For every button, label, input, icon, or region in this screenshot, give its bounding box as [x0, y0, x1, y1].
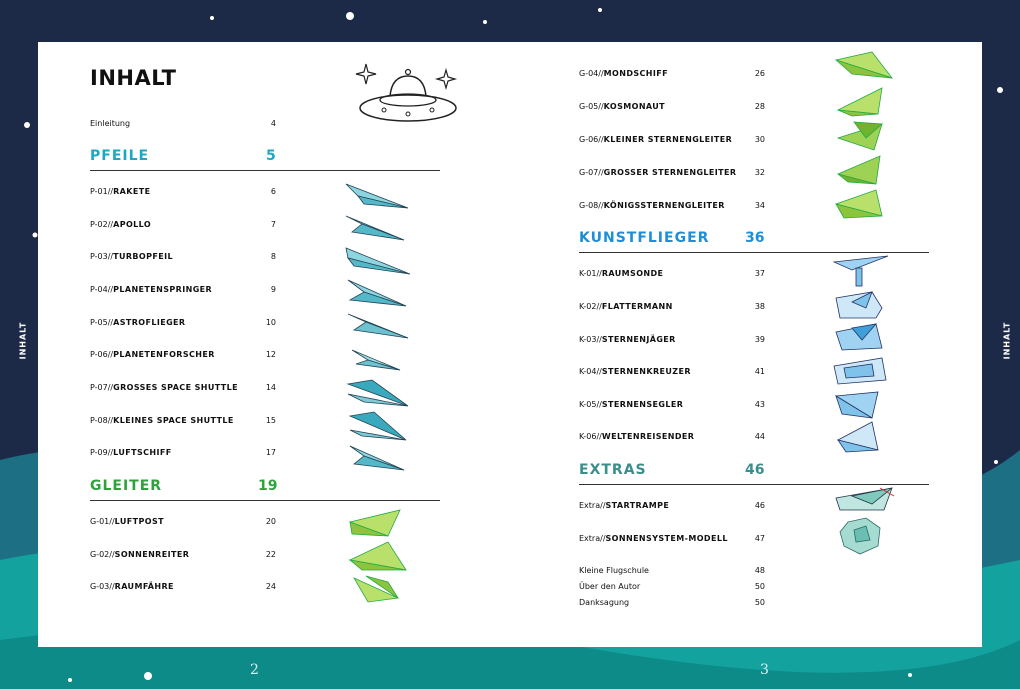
toc-row[interactable]: [579, 133, 765, 149]
toc-name: KLEINES SPACE SHUTTLE: [113, 416, 234, 425]
toc-name: MONDSCHIFF: [603, 69, 668, 78]
toc-code: Extra//: [579, 501, 606, 510]
toc-name: RAKETE: [113, 187, 151, 196]
toc-page: 50: [754, 598, 765, 607]
toc-code: K-06//: [579, 432, 602, 441]
paper-plane-icon: [344, 440, 410, 474]
toc-page: 30: [754, 135, 765, 144]
toc-code: G-06//: [579, 135, 604, 144]
toc-label: Kleine Flugschule: [579, 566, 649, 575]
toc-row[interactable]: [90, 316, 276, 332]
toc-name: STERNENKREUZER: [601, 367, 691, 376]
toc-row[interactable]: [579, 430, 765, 446]
toc-name: RAUMSONDE: [601, 269, 664, 278]
glider-icon: [348, 572, 414, 606]
toc-page: 22: [265, 550, 276, 559]
paper-plane-icon: [344, 342, 410, 376]
toc-row[interactable]: [579, 267, 765, 283]
toc-code: K-05//: [579, 400, 602, 409]
glider-icon: [832, 186, 898, 220]
toc-code: G-08//: [579, 201, 604, 210]
toc-page: 34: [754, 201, 765, 210]
toc-code: K-01//: [579, 269, 602, 278]
launch-ramp-icon: [832, 482, 898, 516]
stunt-plane-icon: [832, 288, 898, 322]
toc-name: TURBOPFEIL: [113, 252, 173, 261]
toc-name: KÖNIGSSTERNENGLEITER: [603, 201, 725, 210]
toc-label: Über den Autor: [579, 582, 641, 591]
toc-name: LUFTSCHIFF: [113, 448, 172, 457]
toc-code: P-05//: [90, 318, 114, 327]
toc-code: G-05//: [579, 102, 604, 111]
toc-name: KLEINER STERNENGLEITER: [603, 135, 733, 144]
paper-plane-icon: [344, 244, 410, 278]
paper-plane-icon: [344, 408, 410, 442]
toc-row[interactable]: [90, 414, 276, 430]
toc-name: STERNENJÄGER: [601, 335, 676, 344]
toc-page: 50: [754, 582, 765, 591]
toc-row[interactable]: [579, 333, 765, 349]
toc-name: STERNENSEGLER: [601, 400, 684, 409]
ufo-icon: [354, 60, 458, 132]
toc-code: K-04//: [579, 367, 602, 376]
toc-page: 20: [265, 517, 276, 526]
left-side-tab: INHALT: [18, 321, 28, 360]
toc-page: 32: [754, 168, 765, 177]
stunt-plane-icon: [832, 320, 898, 354]
toc-row[interactable]: [579, 67, 765, 83]
paper-plane-icon: [344, 210, 410, 244]
toc-row[interactable]: [579, 532, 765, 548]
toc-code: P-08//: [90, 416, 114, 425]
toc-page: 9: [270, 285, 276, 294]
right-side-tab: INHALT: [1002, 321, 1012, 360]
toc-row-intro[interactable]: [90, 117, 276, 133]
toc-name: SONNENSYSTEM-MODELL: [605, 534, 728, 543]
toc-row[interactable]: [90, 250, 276, 266]
toc-page: 15: [265, 416, 276, 425]
toc-row[interactable]: [579, 365, 765, 381]
toc-row-appendix[interactable]: [579, 580, 765, 596]
toc-name: STARTRAMPE: [605, 501, 670, 510]
toc-row[interactable]: [90, 381, 276, 397]
section-page: 46: [745, 462, 765, 478]
toc-name: FLATTERMANN: [601, 302, 673, 311]
toc-row[interactable]: [579, 499, 765, 515]
toc-row[interactable]: [90, 580, 276, 596]
stunt-plane-icon: [832, 254, 898, 288]
toc-page: 12: [265, 350, 276, 359]
toc-row[interactable]: [579, 199, 765, 215]
toc-page: 46: [754, 501, 765, 510]
section-gleiter[interactable]: [90, 478, 440, 501]
toc-page: 8: [270, 252, 276, 261]
glider-icon: [832, 152, 898, 186]
toc-row[interactable]: [579, 398, 765, 414]
glider-icon: [832, 118, 898, 152]
toc-page: 47: [754, 534, 765, 543]
toc-code: G-02//: [90, 550, 115, 559]
solar-system-model-icon: [836, 516, 886, 556]
glider-icon: [832, 84, 898, 118]
section-title: KUNSTFLIEGER: [579, 230, 710, 246]
toc-page: 26: [754, 69, 765, 78]
section-kunstflieger[interactable]: [579, 230, 929, 253]
paper-plane-icon: [344, 276, 410, 310]
toc-page: 6: [270, 187, 276, 196]
toc-name: WELTENREISENDER: [601, 432, 695, 441]
toc-row[interactable]: [90, 218, 276, 234]
toc-page: 28: [754, 102, 765, 111]
stunt-plane-icon: [832, 354, 898, 388]
toc-name: SONNENREITER: [114, 550, 190, 559]
toc-row[interactable]: [90, 548, 276, 564]
page-title: INHALT: [90, 66, 177, 90]
left-page: [38, 42, 482, 647]
left-page-number: 2: [250, 662, 259, 678]
section-title: PFEILE: [90, 148, 150, 164]
section-title: GLEITER: [90, 478, 163, 494]
glider-icon: [348, 508, 414, 542]
toc-page: 39: [754, 335, 765, 344]
toc-page: 48: [754, 566, 765, 575]
toc-code: G-01//: [90, 517, 115, 526]
section-title: EXTRAS: [579, 462, 647, 478]
toc-name: RAUMFÄHRE: [114, 582, 174, 591]
toc-code: G-04//: [579, 69, 604, 78]
stunt-plane-icon: [832, 420, 898, 454]
toc-row[interactable]: [579, 300, 765, 316]
toc-row[interactable]: [90, 185, 276, 201]
toc-page: 7: [270, 220, 276, 229]
section-pfeile[interactable]: [90, 148, 440, 171]
toc-row[interactable]: [90, 446, 276, 462]
glider-icon: [348, 540, 414, 574]
toc-name: ASTROFLIEGER: [113, 318, 186, 327]
toc-name: KOSMONAUT: [603, 102, 666, 111]
toc-row-appendix[interactable]: [579, 564, 765, 580]
toc-page: 4: [270, 119, 276, 128]
right-page-number: 3: [760, 662, 769, 678]
toc-page: 24: [265, 582, 276, 591]
toc-code: P-09//: [90, 448, 114, 457]
toc-code: Extra//: [579, 534, 606, 543]
toc-label: Danksagung: [579, 598, 630, 607]
glider-icon: [832, 50, 898, 84]
right-page: [482, 42, 982, 647]
toc-code: G-03//: [90, 582, 115, 591]
toc-name: APOLLO: [113, 220, 152, 229]
paper-plane-icon: [344, 374, 410, 408]
section-page: 5: [266, 148, 276, 164]
toc-label: Einleitung: [90, 119, 131, 128]
toc-code: K-02//: [579, 302, 602, 311]
toc-row[interactable]: [579, 166, 765, 182]
section-page: 19: [258, 478, 278, 494]
toc-row[interactable]: [90, 348, 276, 364]
toc-name: PLANETENFORSCHER: [113, 350, 215, 359]
paper-plane-icon: [344, 308, 410, 342]
toc-row[interactable]: [90, 515, 276, 531]
toc-code: P-02//: [90, 220, 114, 229]
toc-code: P-03//: [90, 252, 114, 261]
toc-page: 17: [265, 448, 276, 457]
toc-code: P-01//: [90, 187, 114, 196]
toc-name: PLANETENSPRINGER: [113, 285, 213, 294]
toc-code: K-03//: [579, 335, 602, 344]
toc-name: LUFTPOST: [114, 517, 164, 526]
toc-page: 41: [754, 367, 765, 376]
toc-code: G-07//: [579, 168, 604, 177]
toc-page: 14: [265, 383, 276, 392]
toc-page: 38: [754, 302, 765, 311]
toc-page: 44: [754, 432, 765, 441]
toc-page: 43: [754, 400, 765, 409]
toc-row[interactable]: [579, 100, 765, 116]
toc-name: GROSSER STERNENGLEITER: [603, 168, 737, 177]
toc-page: 10: [265, 318, 276, 327]
paper-plane-icon: [344, 178, 410, 212]
toc-code: P-04//: [90, 285, 114, 294]
toc-code: P-06//: [90, 350, 114, 359]
toc-row[interactable]: [90, 283, 276, 299]
toc-name: GROSSES SPACE SHUTTLE: [113, 383, 239, 392]
toc-row-appendix[interactable]: [579, 596, 765, 612]
section-page: 36: [745, 230, 765, 246]
toc-page: 37: [754, 269, 765, 278]
stunt-plane-icon: [832, 388, 898, 422]
toc-code: P-07//: [90, 383, 114, 392]
